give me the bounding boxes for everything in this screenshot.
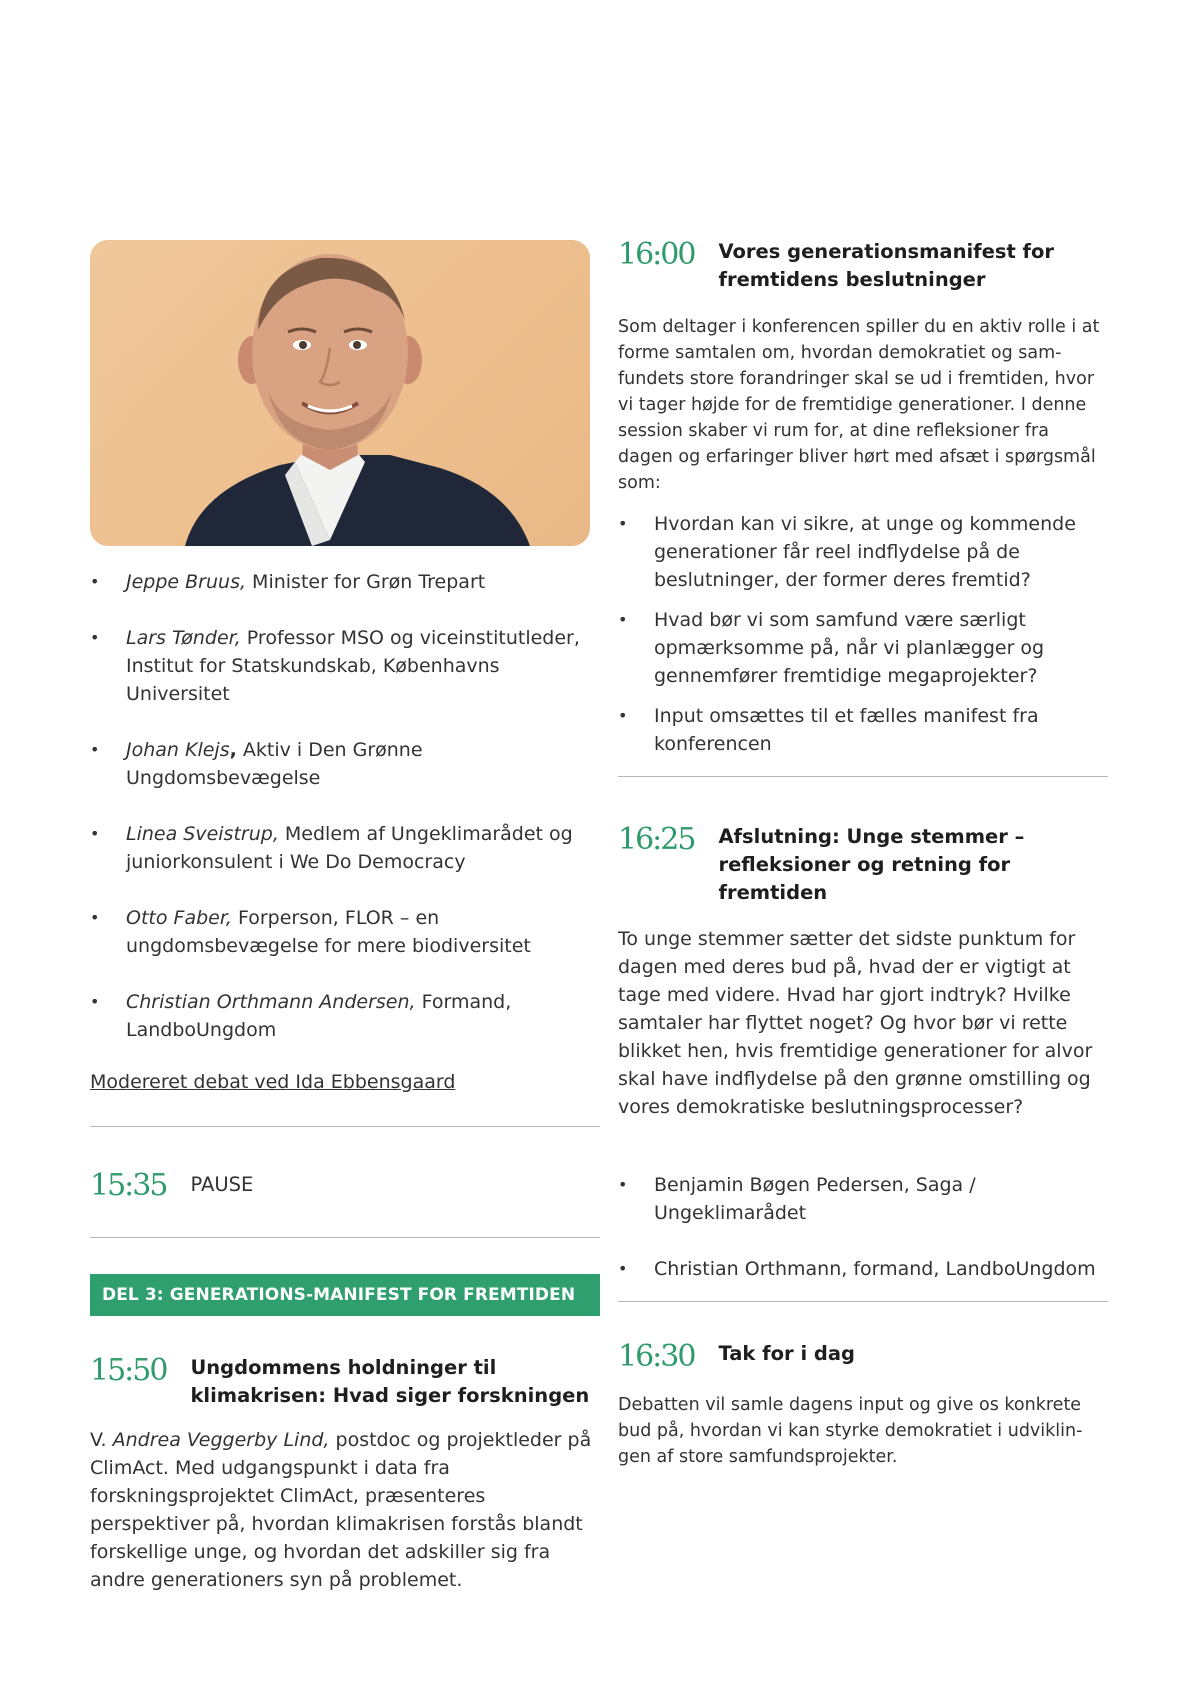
question-text: Input omsættes til et fælles manifest fra konferencen [654, 705, 1039, 755]
speaker-item [90, 820, 600, 876]
moderator-line: Modereret debat ved Ida Ebbensgaard [90, 1071, 456, 1093]
closing-speaker-text: Christian Orthmann, formand, LandboUngdom [654, 1258, 1096, 1280]
divider [618, 776, 1108, 777]
speaker-item [90, 568, 600, 596]
speaker-name: Jeppe Bruus, [126, 571, 247, 593]
bullet: • [90, 628, 100, 647]
bullet: • [90, 740, 100, 759]
speaker-role: Forperson, FLOR – en ungdomsbevægelse for mere biodiversitet [126, 907, 531, 957]
closing-speaker-item [618, 1255, 1108, 1283]
slot-description: Debatten vil samle dagens input og give os konkrete bud på, hvordan vi kan styrke demokratiet i udviklin-gen af store samfundsprojekter. [618, 1395, 1083, 1467]
speaker-name: Christian Orthmann Andersen, [126, 991, 416, 1013]
speaker-role: Minister for Grøn Trepart [246, 571, 486, 593]
speaker-name: Johan Klejs [126, 739, 230, 761]
slot-time: 16:00 [618, 237, 695, 272]
slot-title: Ungdommens holdninger til klimakrisen: Hvad siger forskningen [190, 1356, 590, 1407]
speaker-role: Professor MSO og viceinstitutleder, Institut for Statskundskab, Københavns Universitet [126, 627, 580, 705]
schedule-slot-pause [90, 1168, 600, 1203]
slot-title: Afslutning: Unge stemmer – refleksioner og retning for fremtiden [718, 825, 1025, 904]
speaker-separator: , [229, 739, 237, 761]
slot-time: 16:25 [618, 822, 695, 857]
right-column [618, 237, 1108, 1470]
speaker-role: Aktiv i Den Grønne Ungdomsbevægelse [126, 739, 423, 789]
slot-description: Som deltager i konferencen spiller du en aktiv rolle i at forme samtalen om, hvordan demokratiet og sam-fundets store forandringer skal se ud i fremtiden, hvor vi tager højde for de fremtidige generationer. I denne session skaber vi rum for, at dine refleksioner fra dagen og erfaringer bliver hørt med afsæt i spørgsmål som: [618, 317, 1100, 493]
speaker-name: Lars Tønder, [126, 627, 241, 649]
question-list [618, 510, 1108, 758]
bullet: • [90, 824, 100, 843]
speaker-item [90, 904, 600, 960]
schedule-slot-1630 [618, 1339, 1108, 1374]
bullet: • [618, 610, 628, 629]
bullet: • [90, 992, 100, 1011]
speaker-role: Formand, LandboUngdom [126, 991, 512, 1041]
description-person: Andrea Veggerby Lind, [112, 1429, 330, 1451]
speaker-portrait [90, 240, 590, 546]
closing-speaker-item [618, 1171, 1108, 1227]
speaker-role: Medlem af Ungeklimarådet og juniorkonsulent i We Do Democracy [126, 823, 573, 873]
slot-time: 15:50 [90, 1353, 167, 1388]
closing-speaker-list [618, 1171, 1108, 1283]
slot-label: PAUSE [190, 1173, 254, 1196]
slot-time: 16:30 [618, 1339, 695, 1374]
schedule-slot-1625 [618, 822, 1108, 907]
bullet: • [618, 1259, 628, 1278]
description-text: postdoc og projektleder på ClimAct. Med udgangspunkt i data fra forskningsprojektet ClimAct, præsenteres perspektiver på, hvordan klimakrisen forstås blandt forskellige unge, og hvordan det adskiller sig fra andre generationers syn på problemet. [90, 1429, 592, 1591]
slot-time: 15:35 [90, 1168, 167, 1203]
question-item [618, 606, 1108, 690]
divider [90, 1126, 600, 1127]
speaker-name: Linea Sveistrup, [126, 823, 279, 845]
slot-description [90, 1426, 600, 1594]
section-banner: DEL 3: GENERATIONS-MANIFEST FOR FREMTIDEN [90, 1274, 600, 1316]
speaker-item [90, 988, 600, 1044]
portrait-illustration [90, 240, 590, 546]
bullet: • [618, 1175, 628, 1194]
bullet: • [618, 514, 628, 533]
left-column [90, 240, 600, 1594]
description-prefix: V. [90, 1429, 113, 1451]
bullet: • [90, 908, 100, 927]
divider [618, 1301, 1108, 1302]
question-text: Hvordan kan vi sikre, at unge og kommende generationer får reel indflydelse på de beslutninger, der former deres fremtid? [654, 513, 1076, 591]
bullet: • [618, 706, 628, 725]
bullet: • [90, 572, 100, 591]
closing-speaker-text: Benjamin Bøgen Pedersen, Saga / Ungeklimarådet [654, 1174, 976, 1224]
question-item [618, 702, 1108, 758]
speaker-name: Otto Faber, [126, 907, 232, 929]
schedule-slot-1550 [90, 1353, 600, 1410]
slot-description: To unge stemmer sætter det sidste punktum for dagen med deres bud på, hvad der er vigtigt at tage med videre. Hvad har gjort indtryk? Hvilke samtaler har flyttet noget? Og hvor bør vi rette blikket hen, hvis fremtidige generationer for alvor skal have indflydelse på den grønne omstilling og vores demokratiske beslutningsprocesser? [618, 928, 1093, 1118]
divider [90, 1237, 600, 1238]
speaker-item [90, 624, 600, 708]
speaker-item [90, 736, 600, 792]
schedule-slot-1600 [618, 237, 1108, 294]
question-item [618, 510, 1108, 594]
speaker-list [90, 568, 600, 1044]
slot-title: Tak for i dag [718, 1342, 856, 1365]
question-text: Hvad bør vi som samfund være særligt opmærksomme på, når vi planlægger og gennemfører fremtidige megaprojekter? [654, 609, 1045, 687]
slot-title: Vores generationsmanifest for fremtidens beslutninger [718, 240, 1055, 291]
